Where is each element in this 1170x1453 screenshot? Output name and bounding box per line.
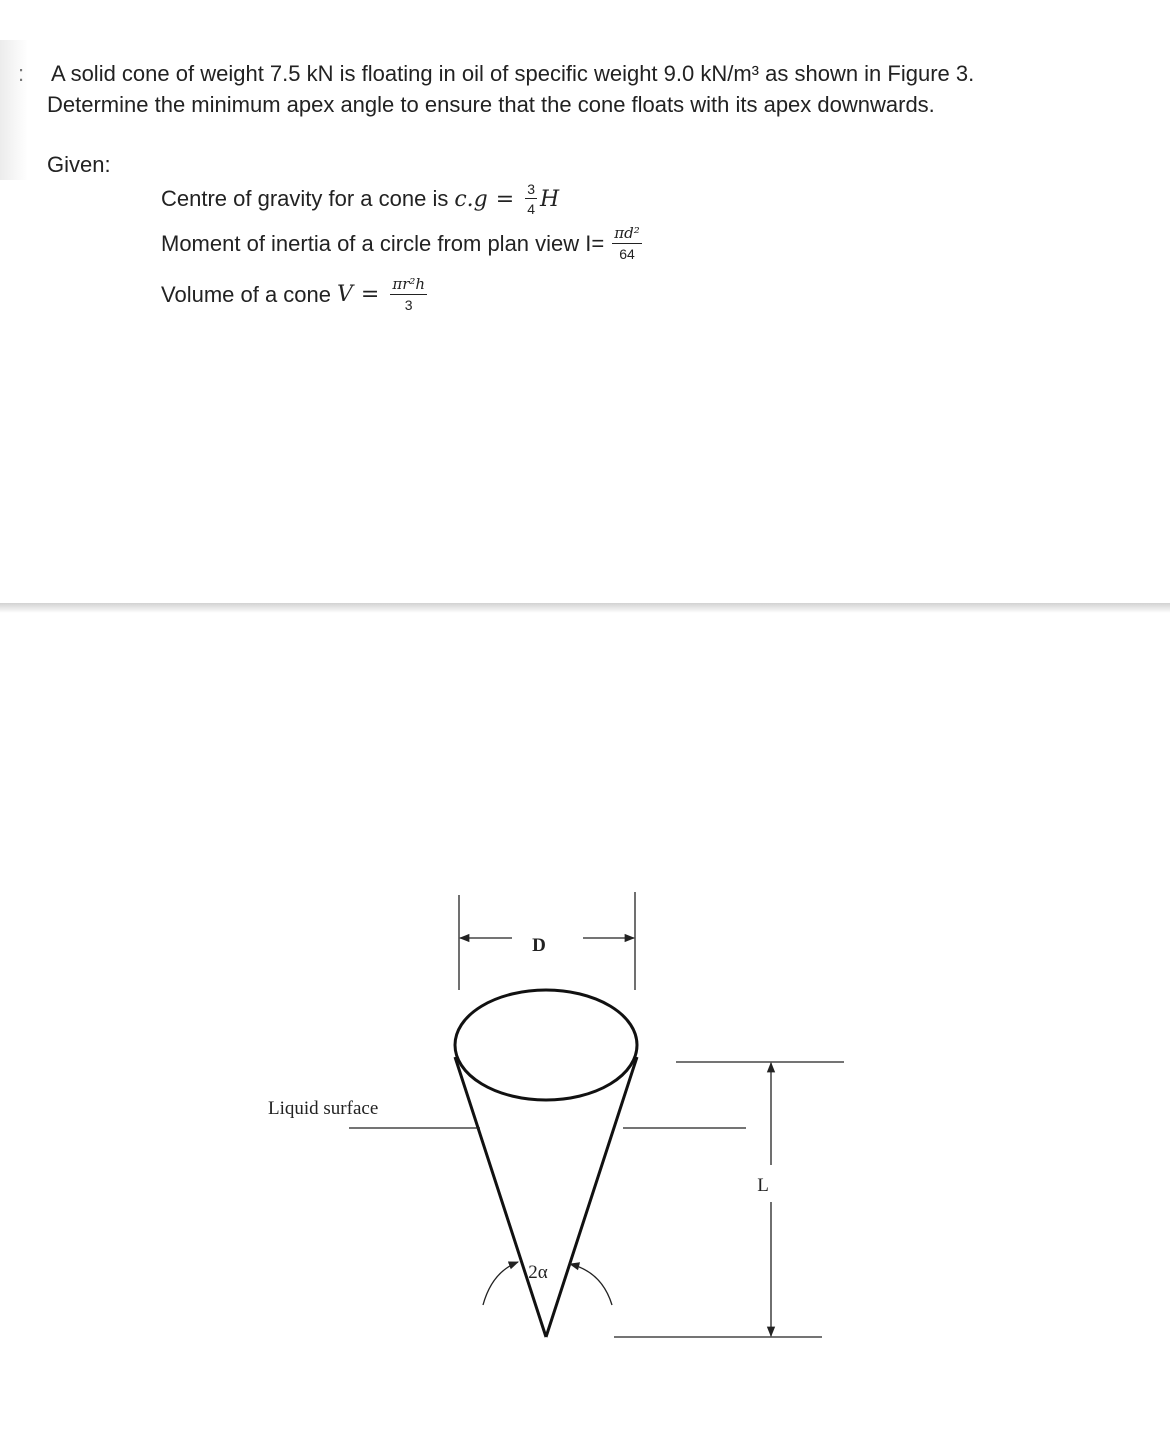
cg-numerator: 3 <box>527 181 535 197</box>
liquid-surface-label: Liquid surface <box>268 1098 379 1119</box>
question-line-1: A solid cone of weight 7.5 kN is floating in oil of specific weight 9.0 kN/m³ as shown in Figure 3. <box>51 61 975 86</box>
volume-numerator: πr²h <box>392 275 426 293</box>
volume-label: Volume of a cone <box>161 281 332 307</box>
cg-lhs: c.g <box>454 186 488 212</box>
question-line-2: Determine the minimum apex angle to ensure that the cone floats with its apex downwards. <box>47 92 935 117</box>
inertia-numerator: πd² <box>614 224 640 242</box>
angle-arc-left <box>483 1262 518 1305</box>
angle-arc-right <box>570 1264 612 1305</box>
cg-denominator: 4 <box>527 201 535 217</box>
cg-variable: H <box>540 186 560 212</box>
cg-label: Centre of gravity for a cone is <box>161 186 449 211</box>
length-label: L <box>757 1175 769 1196</box>
volume-variable: V <box>337 282 353 307</box>
volume-equals: = <box>360 282 380 307</box>
cg-equals: = <box>495 186 515 212</box>
diameter-label: D <box>532 935 546 956</box>
given-heading: Given: <box>47 152 111 177</box>
cone-base-ellipse <box>455 990 637 1100</box>
volume-denominator: 3 <box>404 297 413 313</box>
inertia-label: Moment of inertia of a circle from plan view I= <box>161 230 605 256</box>
question-marker: : <box>18 61 25 86</box>
angle-label: 2α <box>528 1262 548 1283</box>
inertia-denominator: 64 <box>619 246 635 262</box>
